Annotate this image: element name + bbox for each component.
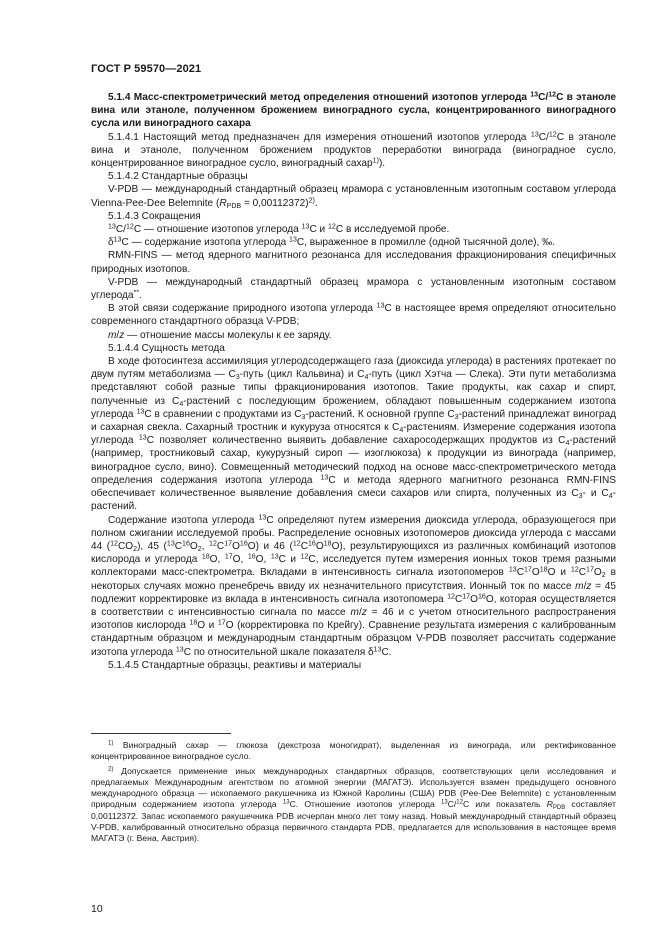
paragraph: $\delta^{13}C$ — содержание изотопа углерода $^{13}$C, выраженное в промилле (одной тысячной доле), ‰. <box>108 236 556 249</box>
footnotes <box>91 740 616 848</box>
paragraph: В этой связи содержание природного изотопа углерода $^{13}$C в настоящее время определяют относительно современного стандартного образца V-PDB; <box>91 302 616 328</box>
footnote: $^{1)}$ Виноградный сахар — глюкоза (декстроза моногидрат), выделенная из винограда, или ректификованное концентрированное виноградное сусло. <box>91 740 616 762</box>
paragraph: 5.1.4.1 Настоящий метод предназначен для измерения отношений изотопов углерода $^{13}$C/$^{12}$C в этаноле вина и этаноле, полученном брожением продуктов переработки винограда (виноградное сусло, концентрированное виноградное сусло, виноградный сахар$^{1)}$). <box>91 131 616 170</box>
subsection-heading: 5.1.4.4 Сущность метода <box>108 342 225 354</box>
page-number: 10 <box>91 903 103 915</box>
footnote: $^{2)}$ Допускается применение иных международных стандартных образцов, соответствующих цели исследования и предлагаемых Международным агентством по атомной энергии (МАГАТЭ). Используется взамен предыдущего основного международного образца — ископаемого ракушечника из Южной Каролины (США) PDB (Pee-Dee Belemnite) с установленным природным содержанием изотопа углерода $^{13}$C. Отношение изотопов углерода $^{13}$C/$^{12}$C или показатель $R_{PDB}$ составляет 0,00112372. Запас ископаемого ракушечника PDB исчерпан много лет тому назад. Новый международный стандартный образец V-PDB, калиброванный относительно образца первичного стандарта PDB, предлагается для использования в настоящее время МАГАТЭ (г. Вена, Австрия). <box>91 766 616 843</box>
paragraph: V-PDB — международный стандартный образец мрамора с установленным изотопным составом углерода**. <box>91 276 616 302</box>
paragraph: V-PDB — международный стандартный образец мрамора с установленным изотопным составом углерода Vienna-Pee-Dee Belemnite $(R_{PDB} = 0,00112372)^{2)}$. <box>91 184 616 210</box>
paragraph: $^{13}$C/$^{12}$C — отношение изотопов углерода $^{13}$C и $^{12}$C в исследуемой пробе. <box>108 223 450 236</box>
subsection-heading: 5.1.4.2 Стандартные образцы <box>108 171 248 183</box>
document-header: ГОСТ Р 59570—2021 <box>91 63 202 75</box>
subsection-heading: 5.1.4.3 Сокращения <box>108 210 201 222</box>
subsection-heading: 5.1.4.5 Стандартные образцы, реактивы и материалы <box>108 659 362 671</box>
section-heading: 5.1.4 Масс-спектрометрический метод определения отношений изотопов углерода $^{13}$C/$^{12}$C в этаноле вина или этаноле, полученном брожением виноградного сусла, концентрированного виноградного сусла или виноградного сахара <box>91 91 616 130</box>
paragraph: В ходе фотосинтеза ассимиляция углеродсодержащего газа (диоксида углерода) в растениях протекает по двум путям метаболизма — $C_3$-путь (цикл Кальвина) и $C_4$-путь (цикл Хэтча — Слека). Эти пути метаболизма представляют собой разные типы фракционирования изотопов. Такие продукты, как сахар и спирт, полученные из $C_4$-растений с последующим брожением, обладают повышенным содержанием изотопа углерода $^{13}$C в сравнении с продуктами из $C_3$-растений. К основной группе $C_3$-растений принадлежат виноград и сахарная свекла. Сахарный тростник и кукуруза относятся к $C_4$-растениям. Измерение содержания изотопа углерода $^{13}$C позволяет количественно выявить добавление сахаросодержащих продуктов из $C_4$-растений (например, тростниковый сахар, кукурузный сироп — изоглюкоза) к продукции из винограда (например, виноградное сусло, вино). Совмещенный методический подход на основе масс-спектрометрического метода определения содержания изотопа углерода $^{13}$C и метода ядерного магнитного резонанса RMN-FINS обеспечивает количественное выявление добавления смеси сахаров или спирта, полученных из $C_3-$ и $C_4$-растений. <box>91 356 617 513</box>
document-body <box>91 91 616 672</box>
footnote-divider <box>91 733 231 734</box>
paragraph: RMN-FINS — метод ядерного магнитного резонанса для исследования фракционирования специфичных природных изотопов. <box>91 250 616 275</box>
paragraph: m/z — отношение массы молекулы к ее заряду. <box>108 329 332 341</box>
paragraph: Содержание изотопа углерода $^{13}$C определяют путем измерения диоксида углерода, образующегося при полном сжигании исследуемой пробы. Распределение основных изотопомеров диоксида углерода с массами 44 $(^{12}CO_2)$, 45 ($^{13}C^{16}O_2$, $^{12}C^{17}O^{16}O$) и 46 $(^{12}C^{16}O^{18}O)$, результирующихся из различных комбинаций изотопов кислорода и углерода $^{18}$O, $^{17}$O, $^{16}$O, $^{13}$C и $^{12}$C, исследуется путем измерения ионных токов тремя разными коллекторами масс-спектрометра. Вкладами в интенсивность сигнала изотопомеров $^{13}C^{17}O^{18}O$ и $^{12}C^{17}O_2$ в некоторых случаях можно пренебречь ввиду их незначительного присутствия. Ионный ток по массе m/z = 45 подлежит корректировке из вклада в интенсивность сигнала изотопомера $^{12}C^{17}O^{16}O$, которая осуществляется в соответствии с интенсивностью сигнала по массе m/z = 46 и с учетом относительного распространения изотопов кислорода $^{18}$O и $^{17}$O (корректировка по Крейгу). Сравнение результата измерения с калиброванным стандартным образцом и международным стандартным образцом V-PDB позволяет рассчитать содержание изотопа углерода $^{13}$C по относительной шкале показателя $\delta^{13}C$. <box>91 514 617 658</box>
